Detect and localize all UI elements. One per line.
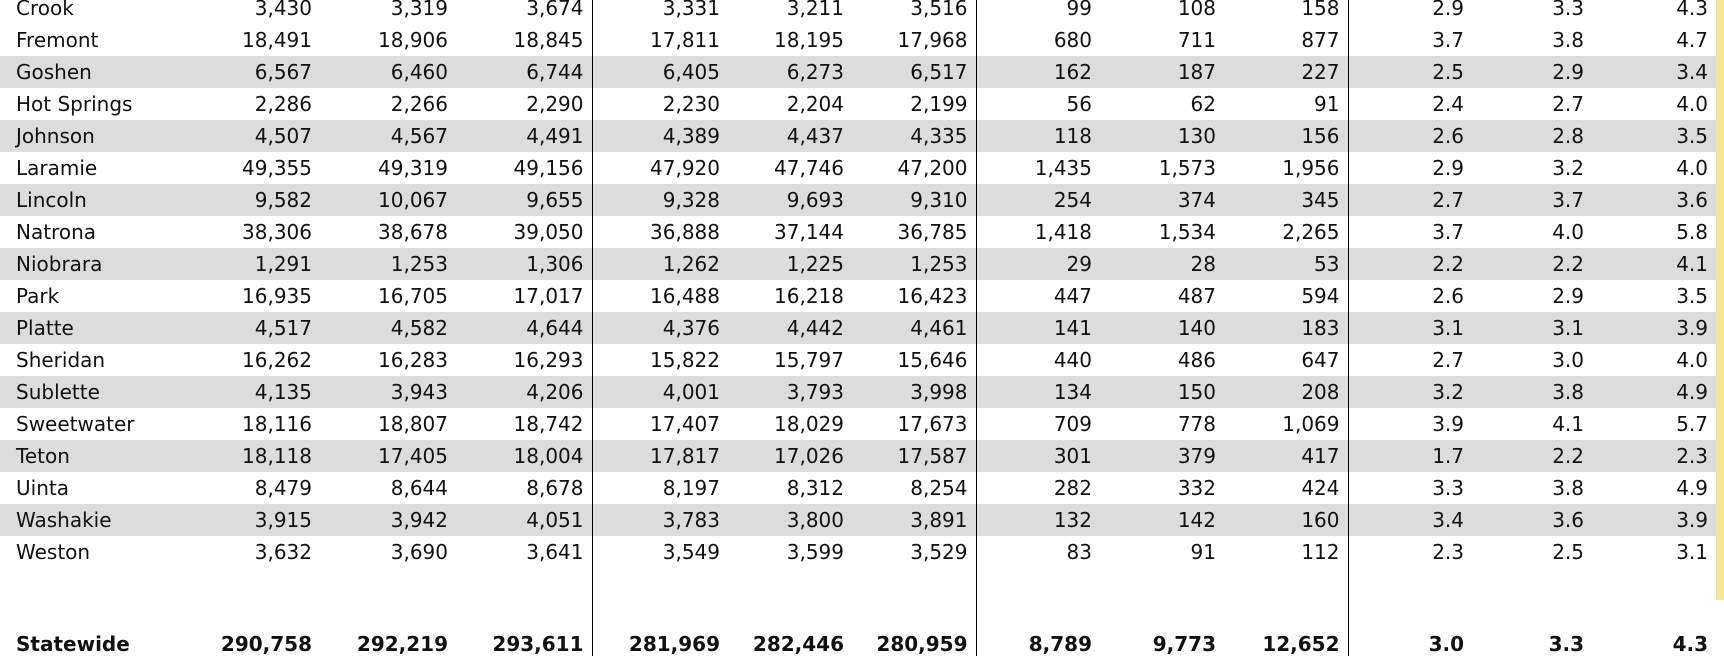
- value-cell[interactable]: 18,118: [170, 440, 320, 472]
- value-cell[interactable]: 293,611: [456, 616, 592, 656]
- value-cell[interactable]: 17,673: [852, 408, 976, 440]
- table-row: [0, 616, 1716, 656]
- value-cell[interactable]: 4.1: [1592, 248, 1716, 280]
- value-cell[interactable]: 486: [1177, 348, 1216, 372]
- value-cell[interactable]: 711: [1177, 28, 1216, 52]
- value-cell[interactable]: 2,286: [254, 92, 312, 116]
- value-cell[interactable]: 4,567: [320, 120, 456, 152]
- value-cell[interactable]: 2.9: [1432, 156, 1464, 180]
- value-cell[interactable]: 2,290: [456, 88, 592, 120]
- value-cell[interactable]: 1,253: [320, 248, 456, 280]
- value-cell[interactable]: 2.6: [1432, 284, 1464, 308]
- value-cell[interactable]: 8,644: [390, 476, 448, 500]
- value-cell[interactable]: 4.0: [1676, 92, 1708, 116]
- value-cell[interactable]: 5.7: [1676, 412, 1708, 436]
- table-row: [0, 312, 1716, 344]
- table-row: [0, 88, 1716, 120]
- value-cell[interactable]: 4,461: [852, 312, 976, 344]
- value-cell[interactable]: 6,273: [728, 56, 852, 88]
- value-cell[interactable]: 187: [1100, 56, 1224, 88]
- value-cell[interactable]: 208: [1224, 376, 1348, 408]
- value-cell[interactable]: 3.0: [1552, 348, 1584, 372]
- value-cell[interactable]: 2,204: [786, 92, 844, 116]
- county-name-cell[interactable]: Sweetwater: [16, 412, 135, 436]
- value-cell[interactable]: 3,599: [786, 540, 844, 564]
- value-cell[interactable]: 3.1: [1348, 312, 1472, 344]
- value-cell[interactable]: 2,266: [390, 92, 448, 116]
- value-cell[interactable]: 8,479: [254, 476, 312, 500]
- value-cell[interactable]: 3.8: [1472, 376, 1592, 408]
- value-cell[interactable]: 2.2: [1348, 248, 1472, 280]
- table-row: [0, 376, 1716, 408]
- value-cell[interactable]: 227: [1224, 56, 1348, 88]
- value-cell[interactable]: 17,817: [592, 440, 728, 472]
- value-cell[interactable]: 112: [1224, 536, 1348, 568]
- value-cell[interactable]: 49,355: [242, 156, 312, 180]
- value-cell[interactable]: 3.3: [1552, 0, 1584, 20]
- value-cell[interactable]: 18,116: [242, 412, 312, 436]
- value-cell[interactable]: 6,517: [852, 56, 976, 88]
- value-cell[interactable]: 2.9: [1472, 56, 1592, 88]
- value-cell[interactable]: 36,785: [852, 216, 976, 248]
- value-cell[interactable]: 2.2: [1472, 440, 1592, 472]
- value-cell[interactable]: 4,442: [728, 312, 852, 344]
- value-cell[interactable]: 1.7: [1348, 440, 1472, 472]
- value-cell[interactable]: 3.8: [1552, 476, 1584, 500]
- table-row: [0, 120, 1716, 152]
- value-cell[interactable]: 345: [1224, 184, 1348, 216]
- value-cell[interactable]: 56: [1066, 92, 1092, 116]
- value-cell[interactable]: 132: [976, 504, 1100, 536]
- value-cell[interactable]: 4,376: [592, 312, 728, 344]
- value-cell[interactable]: 17,407: [650, 412, 720, 436]
- value-cell[interactable]: 3.6: [1472, 504, 1592, 536]
- value-cell[interactable]: 38,678: [378, 220, 448, 244]
- value-cell[interactable]: 62: [1190, 92, 1216, 116]
- value-cell[interactable]: 280,959: [852, 616, 976, 656]
- value-cell[interactable]: 3.1: [1472, 312, 1592, 344]
- county-name-cell[interactable]: Niobrara: [0, 248, 170, 280]
- value-cell[interactable]: 2.7: [1432, 348, 1464, 372]
- value-cell[interactable]: 594: [1224, 280, 1348, 312]
- value-cell[interactable]: 49,156: [456, 152, 592, 184]
- value-cell[interactable]: 38,306: [242, 220, 312, 244]
- value-cell[interactable]: 1,956: [1224, 152, 1348, 184]
- value-cell[interactable]: 12,652: [1224, 616, 1348, 656]
- value-cell[interactable]: 8,312: [786, 476, 844, 500]
- value-cell[interactable]: 6,460: [320, 56, 456, 88]
- value-cell[interactable]: 3.9: [1432, 412, 1464, 436]
- county-name-cell[interactable]: Park: [16, 284, 60, 308]
- value-cell[interactable]: 9,310: [852, 184, 976, 216]
- value-cell[interactable]: 10,067: [320, 184, 456, 216]
- county-name-cell[interactable]: Natrona: [16, 220, 97, 244]
- value-cell[interactable]: 424: [1224, 472, 1348, 504]
- value-cell[interactable]: 16,935: [242, 284, 312, 308]
- value-cell[interactable]: 4,135: [170, 376, 320, 408]
- value-cell[interactable]: 16,488: [650, 284, 720, 308]
- value-cell[interactable]: 9,693: [728, 184, 852, 216]
- table-row: [0, 216, 1716, 248]
- county-name-cell[interactable]: Hot Springs: [16, 92, 133, 116]
- table-row: [0, 0, 1716, 24]
- value-cell[interactable]: 3.9: [1592, 312, 1716, 344]
- value-cell[interactable]: 3.5: [1592, 120, 1716, 152]
- value-cell[interactable]: 3.2: [1552, 156, 1584, 180]
- value-cell[interactable]: 3,549: [662, 540, 720, 564]
- value-cell[interactable]: 3,783: [592, 504, 728, 536]
- value-cell[interactable]: 2.7: [1348, 184, 1472, 216]
- value-cell[interactable]: 374: [1100, 184, 1224, 216]
- value-cell[interactable]: 4,582: [320, 312, 456, 344]
- value-cell[interactable]: 3,943: [320, 376, 456, 408]
- value-cell[interactable]: 3,331: [662, 0, 720, 20]
- value-cell[interactable]: 282,446: [752, 632, 844, 656]
- window-edge: [1716, 0, 1724, 600]
- value-cell[interactable]: 18,807: [378, 412, 448, 436]
- value-cell[interactable]: 3.2: [1348, 376, 1472, 408]
- value-cell[interactable]: 4,491: [456, 120, 592, 152]
- table-row: [0, 56, 1716, 88]
- value-cell[interactable]: 91: [1224, 88, 1348, 120]
- value-cell[interactable]: 3.7: [1432, 220, 1464, 244]
- value-cell[interactable]: 3,998: [852, 376, 976, 408]
- value-cell[interactable]: 4,507: [170, 120, 320, 152]
- value-cell[interactable]: 39,050: [456, 216, 592, 248]
- value-cell[interactable]: 47,746: [774, 156, 844, 180]
- empty-cell: [320, 568, 456, 616]
- value-cell[interactable]: 332: [1177, 476, 1216, 500]
- value-cell[interactable]: 2.2: [1472, 248, 1592, 280]
- value-cell[interactable]: 3,641: [456, 536, 592, 568]
- value-cell[interactable]: 2.8: [1472, 120, 1592, 152]
- value-cell[interactable]: 778: [1177, 412, 1216, 436]
- value-cell[interactable]: 3.7: [1472, 184, 1592, 216]
- empty-cell: [170, 568, 320, 616]
- value-cell[interactable]: 1,306: [456, 248, 592, 280]
- value-cell[interactable]: 2,230: [662, 92, 720, 116]
- value-cell[interactable]: 3.7: [1432, 28, 1464, 52]
- value-cell[interactable]: 18,845: [456, 24, 592, 56]
- value-cell[interactable]: 379: [1100, 440, 1224, 472]
- value-cell[interactable]: 1,418: [1034, 220, 1092, 244]
- table-row: [0, 152, 1716, 184]
- value-cell[interactable]: 29: [976, 248, 1100, 280]
- empty-cell: [1224, 568, 1348, 616]
- value-cell[interactable]: 2.9: [1552, 284, 1584, 308]
- value-cell[interactable]: 16,218: [774, 284, 844, 308]
- value-cell[interactable]: 1,435: [1034, 156, 1092, 180]
- value-cell[interactable]: 16,423: [852, 280, 976, 312]
- value-cell[interactable]: 4,335: [852, 120, 976, 152]
- value-cell[interactable]: 1,291: [170, 248, 320, 280]
- empty-cell: [456, 568, 592, 616]
- table-row: [0, 536, 1716, 568]
- value-cell[interactable]: 254: [976, 184, 1100, 216]
- value-cell[interactable]: 53: [1224, 248, 1348, 280]
- empty-cell: [728, 568, 852, 616]
- value-cell[interactable]: 6,744: [456, 56, 592, 88]
- value-cell[interactable]: 3,800: [728, 504, 852, 536]
- value-cell[interactable]: 156: [1224, 120, 1348, 152]
- value-cell[interactable]: 17,587: [852, 440, 976, 472]
- county-name-cell[interactable]: Crook: [16, 0, 74, 20]
- value-cell[interactable]: 47,200: [852, 152, 976, 184]
- value-cell[interactable]: 3.4: [1348, 504, 1472, 536]
- value-cell[interactable]: 2.4: [1432, 92, 1464, 116]
- value-cell[interactable]: 83: [1066, 540, 1092, 564]
- value-cell[interactable]: 15,822: [650, 348, 720, 372]
- value-cell[interactable]: 4.3: [1676, 0, 1708, 20]
- value-cell[interactable]: 8,197: [662, 476, 720, 500]
- value-cell[interactable]: 2.7: [1552, 92, 1584, 116]
- value-cell[interactable]: 4,389: [592, 120, 728, 152]
- value-cell[interactable]: 18,742: [456, 408, 592, 440]
- value-cell[interactable]: 4.1: [1552, 412, 1584, 436]
- county-name-cell[interactable]: Platte: [0, 312, 170, 344]
- value-cell[interactable]: 3,690: [390, 540, 448, 564]
- empty-cell: [592, 568, 728, 616]
- value-cell[interactable]: 2.6: [1348, 120, 1472, 152]
- value-cell[interactable]: 99: [1066, 0, 1092, 20]
- value-cell[interactable]: 28: [1100, 248, 1224, 280]
- value-cell[interactable]: 142: [1100, 504, 1224, 536]
- value-cell[interactable]: 4.3: [1672, 632, 1708, 656]
- county-name-cell[interactable]: Sublette: [0, 376, 170, 408]
- value-cell[interactable]: 4.0: [1552, 220, 1584, 244]
- value-cell[interactable]: 17,405: [320, 440, 456, 472]
- value-cell[interactable]: 3,632: [254, 540, 312, 564]
- value-cell[interactable]: 4,517: [170, 312, 320, 344]
- value-cell[interactable]: 160: [1224, 504, 1348, 536]
- table-row: [0, 24, 1716, 56]
- value-cell[interactable]: 290,758: [220, 632, 312, 656]
- value-cell[interactable]: 47,920: [650, 156, 720, 180]
- value-cell[interactable]: 3.1: [1676, 540, 1708, 564]
- table-row: [0, 248, 1716, 280]
- county-name-cell[interactable]: Johnson: [0, 120, 170, 152]
- value-cell[interactable]: 3,915: [170, 504, 320, 536]
- county-name-cell[interactable]: Sheridan: [16, 348, 106, 372]
- county-name-cell[interactable]: Fremont: [16, 28, 99, 52]
- value-cell[interactable]: 3.5: [1676, 284, 1708, 308]
- value-cell[interactable]: 447: [1053, 284, 1092, 308]
- value-cell[interactable]: 18,029: [774, 412, 844, 436]
- value-cell[interactable]: 680: [1053, 28, 1092, 52]
- value-cell[interactable]: 3.9: [1592, 504, 1716, 536]
- county-name-cell[interactable]: Goshen: [0, 56, 170, 88]
- value-cell[interactable]: 2.9: [1432, 0, 1464, 20]
- table-row: [0, 440, 1716, 472]
- value-cell[interactable]: 4.0: [1676, 348, 1708, 372]
- value-cell[interactable]: 3,891: [852, 504, 976, 536]
- table-row: [0, 504, 1716, 536]
- value-cell[interactable]: 108: [1177, 0, 1216, 20]
- value-cell[interactable]: 4,001: [592, 376, 728, 408]
- value-cell[interactable]: 3.0: [1428, 632, 1464, 656]
- value-cell[interactable]: 2.3: [1432, 540, 1464, 564]
- empty-cell: [1100, 568, 1224, 616]
- value-cell[interactable]: 2,265: [1224, 216, 1348, 248]
- value-cell[interactable]: 4.7: [1676, 28, 1708, 52]
- value-cell[interactable]: 4.9: [1592, 376, 1716, 408]
- value-cell[interactable]: 8,254: [852, 472, 976, 504]
- value-cell[interactable]: 3.8: [1552, 28, 1584, 52]
- value-cell[interactable]: 1,534: [1158, 220, 1216, 244]
- value-cell[interactable]: 15,646: [852, 344, 976, 376]
- value-cell[interactable]: 18,004: [456, 440, 592, 472]
- value-cell[interactable]: 183: [1224, 312, 1348, 344]
- value-cell[interactable]: 9,328: [592, 184, 728, 216]
- value-cell[interactable]: 3,674: [456, 0, 592, 24]
- value-cell[interactable]: 8,789: [1028, 632, 1092, 656]
- value-cell[interactable]: 5.8: [1676, 220, 1708, 244]
- value-cell[interactable]: 36,888: [650, 220, 720, 244]
- value-cell[interactable]: 1,225: [728, 248, 852, 280]
- county-name-cell[interactable]: Uinta: [16, 476, 69, 500]
- value-cell[interactable]: 4,644: [456, 312, 592, 344]
- value-cell[interactable]: 140: [1100, 312, 1224, 344]
- value-cell[interactable]: 17,968: [852, 24, 976, 56]
- value-cell[interactable]: 37,144: [774, 220, 844, 244]
- value-cell[interactable]: 17,026: [728, 440, 852, 472]
- value-cell[interactable]: 49,319: [378, 156, 448, 180]
- value-cell[interactable]: 4,051: [456, 504, 592, 536]
- value-cell[interactable]: 1,253: [852, 248, 976, 280]
- empty-cell: [1348, 568, 1472, 616]
- table-row: [0, 408, 1716, 440]
- county-name-cell[interactable]: Lincoln: [0, 184, 170, 216]
- value-cell[interactable]: 162: [976, 56, 1100, 88]
- value-cell[interactable]: 281,969: [628, 632, 720, 656]
- value-cell[interactable]: 3,793: [728, 376, 852, 408]
- value-cell[interactable]: 118: [976, 120, 1100, 152]
- value-cell[interactable]: 130: [1100, 120, 1224, 152]
- value-cell[interactable]: 141: [976, 312, 1100, 344]
- value-cell[interactable]: 3,211: [786, 0, 844, 20]
- value-cell[interactable]: 282: [1053, 476, 1092, 500]
- county-name-cell[interactable]: Laramie: [16, 156, 98, 180]
- value-cell[interactable]: 158: [1224, 0, 1348, 24]
- value-cell[interactable]: 2.5: [1348, 56, 1472, 88]
- table-row: [0, 280, 1716, 312]
- value-cell[interactable]: 17,017: [456, 280, 592, 312]
- value-cell[interactable]: 3,319: [390, 0, 448, 20]
- value-cell[interactable]: 3,516: [852, 0, 976, 24]
- county-name-cell[interactable]: Statewide: [16, 632, 130, 656]
- value-cell[interactable]: 877: [1224, 24, 1348, 56]
- empty-cell: [852, 568, 976, 616]
- value-cell[interactable]: 709: [1053, 412, 1092, 436]
- value-cell[interactable]: 2.3: [1592, 440, 1716, 472]
- value-cell[interactable]: 16,293: [456, 344, 592, 376]
- table-row: [0, 184, 1716, 216]
- value-cell[interactable]: 8,678: [456, 472, 592, 504]
- value-cell[interactable]: 3.3: [1432, 476, 1464, 500]
- value-cell[interactable]: 18,906: [378, 28, 448, 52]
- value-cell[interactable]: 1,069: [1224, 408, 1348, 440]
- value-cell[interactable]: 150: [1100, 376, 1224, 408]
- value-cell[interactable]: 6,567: [170, 56, 320, 88]
- county-name-cell[interactable]: Teton: [0, 440, 170, 472]
- value-cell[interactable]: 440: [1053, 348, 1092, 372]
- empty-cell: [1592, 568, 1716, 616]
- value-cell[interactable]: 9,773: [1152, 632, 1216, 656]
- value-cell[interactable]: 17,811: [650, 28, 720, 52]
- value-cell[interactable]: 9,582: [170, 184, 320, 216]
- empty-cell: [1472, 568, 1592, 616]
- value-cell[interactable]: 4,437: [728, 120, 852, 152]
- table-row: [0, 344, 1716, 376]
- value-cell[interactable]: 647: [1224, 344, 1348, 376]
- value-cell[interactable]: 292,219: [356, 632, 448, 656]
- value-cell[interactable]: 2,199: [852, 88, 976, 120]
- table-row: [0, 472, 1716, 504]
- value-cell[interactable]: 16,262: [242, 348, 312, 372]
- value-cell[interactable]: 2.5: [1552, 540, 1584, 564]
- value-cell[interactable]: 4.9: [1676, 476, 1708, 500]
- value-cell[interactable]: 134: [976, 376, 1100, 408]
- value-cell[interactable]: 4.0: [1676, 156, 1708, 180]
- value-cell[interactable]: 4,206: [456, 376, 592, 408]
- value-cell[interactable]: 3.6: [1592, 184, 1716, 216]
- value-cell[interactable]: 301: [976, 440, 1100, 472]
- value-cell[interactable]: 3,942: [320, 504, 456, 536]
- county-name-cell[interactable]: Weston: [16, 540, 91, 564]
- value-cell[interactable]: 6,405: [592, 56, 728, 88]
- value-cell[interactable]: 16,283: [378, 348, 448, 372]
- value-cell[interactable]: 15,797: [774, 348, 844, 372]
- value-cell[interactable]: 1,573: [1158, 156, 1216, 180]
- value-cell[interactable]: 487: [1177, 284, 1216, 308]
- value-cell[interactable]: 3.3: [1548, 632, 1584, 656]
- value-cell[interactable]: 3.4: [1592, 56, 1716, 88]
- spacer-row: [0, 568, 1716, 616]
- value-cell[interactable]: 3,529: [852, 536, 976, 568]
- value-cell[interactable]: 18,195: [774, 28, 844, 52]
- value-cell[interactable]: 3,430: [254, 0, 312, 20]
- value-cell[interactable]: 91: [1190, 540, 1216, 564]
- empty-cell: [0, 568, 170, 616]
- value-cell[interactable]: 1,262: [592, 248, 728, 280]
- value-cell[interactable]: 16,705: [378, 284, 448, 308]
- value-cell[interactable]: 417: [1224, 440, 1348, 472]
- empty-cell: [976, 568, 1100, 616]
- county-name-cell[interactable]: Washakie: [0, 504, 170, 536]
- value-cell[interactable]: 9,655: [456, 184, 592, 216]
- value-cell[interactable]: 18,491: [242, 28, 312, 52]
